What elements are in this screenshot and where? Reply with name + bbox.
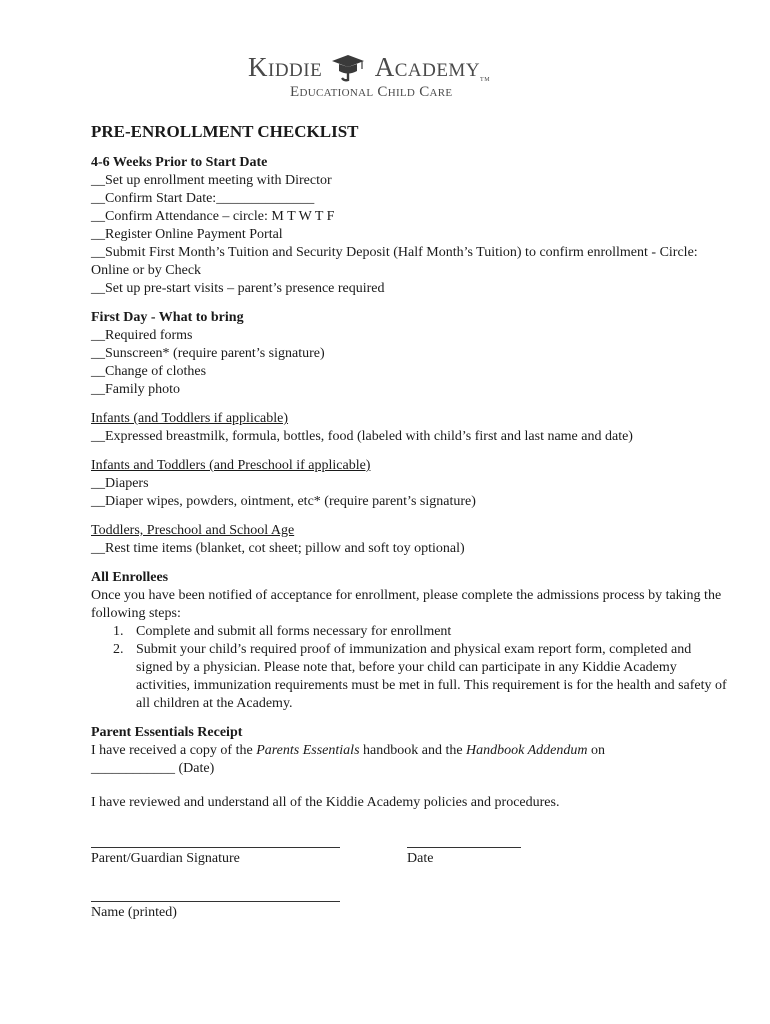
checklist-item: __Expressed breastmilk, formula, bottles, food (labeled with child’s first and last name and date) [91,429,633,444]
graduation-cap-icon [331,52,365,82]
section-infants-toddlers [91,457,731,511]
checklist-body [91,122,731,823]
step-text: Complete and submit all forms necessary for enrollment [136,624,452,639]
step-number: 2. [113,642,124,657]
list-item [91,623,731,641]
checklist-item: __Required forms [91,328,193,343]
receipt-text: on [587,743,605,758]
checklist-item: __Sunscreen* (require parent’s signature) [91,346,325,361]
section-heading: 4-6 Weeks Prior to Start Date [91,155,268,170]
section-heading: All Enrollees [91,570,169,585]
receipt-text: I have received a copy of the [91,743,257,758]
step-number: 1. [113,624,124,639]
enrollees-intro: Once you have been notified of acceptance for enrollment, please complete the admissions process by taking the following steps: [91,588,722,621]
checklist-item: __Submit First Month’s Tuition and Security Deposit (Half Month’s Tuition) to confirm enrollment - Circle: Online or by Check [91,245,698,278]
handbook-addendum-title: Handbook Addendum [466,743,588,758]
section-first-day [91,309,731,399]
section-heading: Toddlers, Preschool and School Age [91,523,295,538]
checklist-item: __Rest time items (blanket, cot sheet; pillow and soft toy optional) [91,541,465,556]
section-heading: First Day - What to bring [91,310,244,325]
section-weeks-prior [91,154,731,298]
date-label: Date [407,851,434,866]
receipt-date-field[interactable]: ____________ (Date) [91,761,215,776]
policies-statement: I have reviewed and understand all of the Kiddie Academy policies and procedures. [91,795,560,810]
parents-essentials-title: Parents Essentials [256,743,360,758]
logo-word-academy: Academy [374,52,481,82]
checklist-item: __Diaper wipes, powders, ointment, etc* (require parent’s signature) [91,494,476,509]
receipt-statement [91,742,731,760]
trademark-mark: TM [480,77,491,83]
name-printed-block [91,901,340,922]
section-receipt [91,724,731,812]
logo-tagline: Educational Child Care [290,84,453,100]
parent-signature-label: Parent/Guardian Signature [91,851,240,866]
parent-signature-block [91,847,340,868]
checklist-item: __Set up pre-start visits – parent’s presence required [91,281,385,296]
parent-signature-line[interactable] [91,847,340,848]
step-text: Submit your child’s required proof of immunization and physical exam report form, completed and signed by a physician. Please note that, before your child can participate in any Kiddie Academy activities, immunization requirements must be met in full. This requirement is for the health and safety of all children at the Academy. [136,642,727,711]
kiddie-academy-logo [248,52,528,104]
checklist-item: __Change of clothes [91,364,207,379]
name-printed-line[interactable] [91,901,340,902]
section-heading: Infants (and Toddlers if applicable) [91,411,289,426]
date-signature-block [407,847,521,868]
list-item [91,641,731,713]
checklist-item: __Set up enrollment meeting with Director [91,173,332,188]
section-heading: Infants and Toddlers (and Preschool if applicable) [91,458,371,473]
receipt-text: handbook and the [359,743,467,758]
date-signature-line[interactable] [407,847,521,848]
steps-list [91,623,731,713]
checklist-item: __Register Online Payment Portal [91,227,283,242]
section-heading: Parent Essentials Receipt [91,725,243,740]
checklist-item: __Diapers [91,476,149,491]
name-printed-label: Name (printed) [91,905,177,920]
section-infants [91,410,731,446]
section-toddlers-preschool [91,522,731,558]
checklist-item: __Family photo [91,382,181,397]
checklist-item: __Confirm Start Date:______________ [91,191,315,206]
logo-wordmark [248,52,490,84]
section-all-enrollees [91,569,731,713]
page-title: PRE-ENROLLMENT CHECKLIST [91,122,359,141]
checklist-item: __Confirm Attendance – circle: M T W T F [91,209,335,224]
logo-word-kiddie: Kiddie [248,52,323,82]
